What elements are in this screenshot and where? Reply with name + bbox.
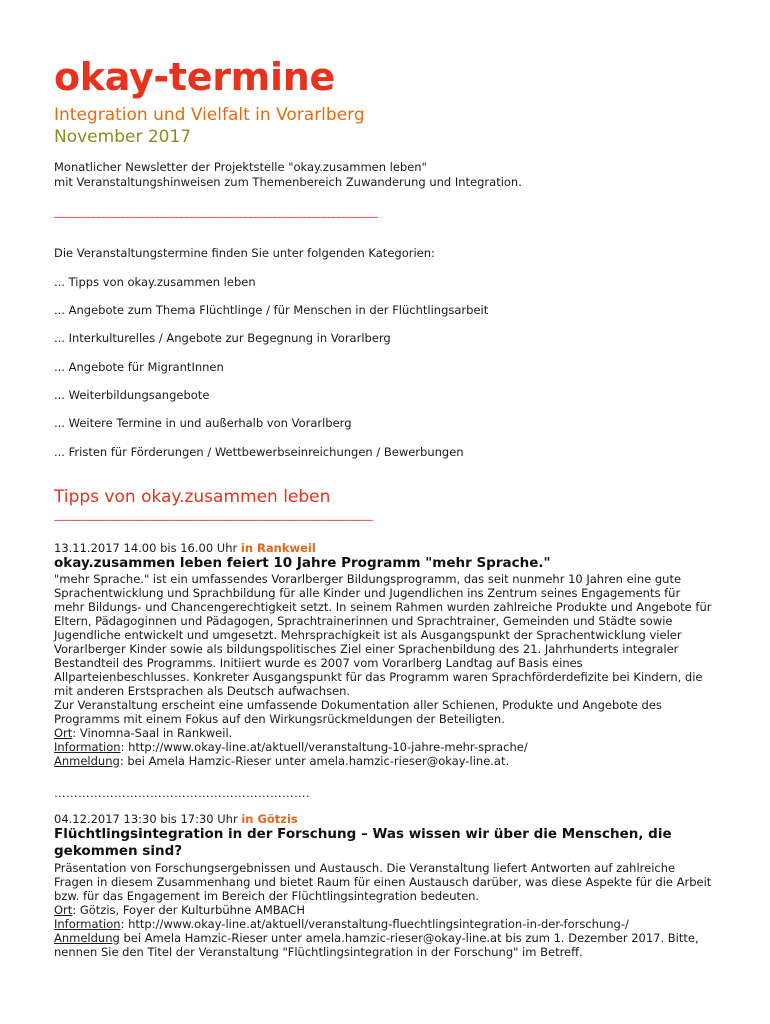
event-2-description — [54, 861, 716, 959]
event-1-line: Sprachentwicklung und Sprachbildung für alle Kinder und Jugendlichen ins Zentrum seines Engagements für — [54, 586, 681, 600]
subtitle: Integration und Vielfalt in Vorarlberg — [54, 105, 365, 125]
event-2-title-line-2: gekommen sind? — [54, 843, 183, 859]
event-1-line: mit anderen Erstsprachen als Deutsch aufwachsen. — [54, 684, 351, 698]
category-item-tipps: ... Tipps von okay.zusammen leben — [54, 275, 256, 289]
event-1-datetime: 13.11.2017 14.00 bis 16.00 Uhr — [54, 541, 238, 555]
event-1-line: Jugendliche entwickelt und umgesetzt. Mehrsprachigkeit ist als Ausgangspunkt der Sprachentwicklung vieler — [54, 628, 682, 642]
event-2-title — [54, 826, 672, 860]
event-1-line: Bestandteil des Programms. Initiiert wurde es 2007 vom Vorarlberg Landtag auf Basis eines — [54, 656, 583, 670]
event-1-location: in Rankweil — [240, 541, 316, 555]
intro-line-1: Monatlicher Newsletter der Projektstelle "okay.zusammen leben" — [54, 160, 427, 174]
categories-intro: Die Veranstaltungstermine finden Sie unter folgenden Kategorien: — [54, 246, 435, 260]
category-item-fristen: ... Fristen für Förderungen / Wettbewerbseinreichungen / Bewerbungen — [54, 445, 464, 459]
event-2-anmeldung-continued: nennen Sie den Titel der Veranstaltung "Flüchtlingsintegration in der Forschung" im Betreff. — [54, 945, 583, 959]
event-separator: ………………………………………………………. — [54, 786, 311, 800]
ort-value: : Götzis, Foyer der Kulturbühne AMBACH — [72, 903, 305, 917]
event-2-date — [54, 812, 298, 826]
event-1-line: Eltern, Pädagoginnen und Pädagogen, Sprachtrainerinnen und Sprachtrainer, Gemeinden und Städte sowie — [54, 614, 673, 628]
event-1-ort — [54, 726, 716, 740]
anmeldung-label: Anmeldung — [54, 931, 120, 945]
ort-label: Ort — [54, 726, 73, 740]
event-2-line: Präsentation von Forschungsergebnissen und Austausch. Die Veranstaltung liefert Antworten auf zahlreiche — [54, 861, 676, 875]
event-1-information — [54, 740, 716, 754]
event-1-title: okay.zusammen leben feiert 10 Jahre Programm "mehr Sprache." — [54, 555, 551, 571]
event-1-line: Allparteienbeschlusses. Konkreter Ausgangspunkt für das Programm waren Sprachförderdefizite bei Kindern, die — [54, 670, 703, 684]
event-1-line: Vorarlberger Kinder sowie als bildungspolitisches Ziel einer Sprachenbildung des 21. Jahrhunderts integraler — [54, 642, 679, 656]
information-label: Information — [54, 740, 121, 754]
header-divider: __________________________________________________________________ — [54, 206, 378, 218]
section-title-tipps: Tipps von okay.zusammen leben — [54, 487, 331, 507]
event-2-title-line-1: Flüchtlingsintegration in der Forschung – Was wissen wir über die Menschen, die — [54, 826, 672, 842]
event-1-line: Zur Veranstaltung erscheint eine umfassende Dokumentation aller Schienen, Produkte und Angebote des — [54, 698, 662, 712]
event-1-line: "mehr Sprache." ist ein umfassendes Vorarlberger Bildungsprogramm, das seit nunmehr 10 Jahren eine gute — [54, 572, 682, 586]
page-title: okay-termine — [54, 55, 335, 99]
event-2-ort — [54, 903, 716, 917]
anmeldung-label: Anmeldung — [54, 754, 120, 768]
issue-month: November 2017 — [54, 127, 192, 147]
category-item-fluechtlinge: ... Angebote zum Thema Flüchtlinge / für Menschen in der Flüchtlingsarbeit — [54, 303, 489, 317]
event-2-location: in Götzis — [241, 812, 298, 826]
event-2-information — [54, 917, 716, 931]
intro-line-2: mit Veranstaltungshinweisen zum Themenbereich Zuwanderung und Integration. — [54, 175, 522, 189]
event-1-line: Programms mit einem Fokus auf den Wirkungsrückmeldungen der Beteiligten. — [54, 712, 505, 726]
event-1-anmeldung — [54, 754, 716, 768]
event-2-datetime: 04.12.2017 13:30 bis 17:30 Uhr — [54, 812, 238, 826]
information-link[interactable]: : http://www.okay-line.at/aktuell/veranstaltung-fluechtlingsintegration-in-der-forschung-/ — [120, 917, 629, 931]
category-item-weiterbildung: ... Weiterbildungsangebote — [54, 388, 210, 402]
anmeldung-value[interactable]: bei Amela Hamzic-Rieser unter amela.hamzic-rieser@okay-line.at bis zum 1. Dezember 2017. Bitte, — [119, 931, 699, 945]
event-2-line: Fragen in diesem Zusammenhang und bietet Raum für einen Austausch darüber, was diese Aspekte für die Arbeit — [54, 875, 712, 889]
category-item-weitere-termine: ... Weitere Termine in und außerhalb von Vorarlberg — [54, 416, 352, 430]
information-link[interactable]: : http://www.okay-line.at/aktuell/veranstaltung-10-jahre-mehr-sprache/ — [120, 740, 528, 754]
event-1-date — [54, 541, 316, 555]
information-label: Information — [54, 917, 121, 931]
category-item-migrantinnen: ... Angebote für MigrantInnen — [54, 360, 224, 374]
event-1-description — [54, 572, 716, 768]
event-2-anmeldung — [54, 931, 716, 945]
anmeldung-value[interactable]: : bei Amela Hamzic-Rieser unter amela.hamzic-rieser@okay-line.at. — [119, 754, 510, 768]
event-1-line: mehr Bildungs- und Chancengerechtigkeit setzt. In seinem Rahmen wurden zahlreiche Produkte und Angebote für — [54, 600, 712, 614]
event-2-line: bzw. für das Engagement im Bereich der Flüchtlingsintegration bedeuten. — [54, 889, 480, 903]
ort-value: : Vinomna-Saal in Rankweil. — [72, 726, 233, 740]
category-item-interkulturelles: ... Interkulturelles / Angebote zur Begegnung in Vorarlberg — [54, 331, 391, 345]
ort-label: Ort — [54, 903, 73, 917]
section-divider: _________________________________________________________________ — [54, 509, 373, 521]
